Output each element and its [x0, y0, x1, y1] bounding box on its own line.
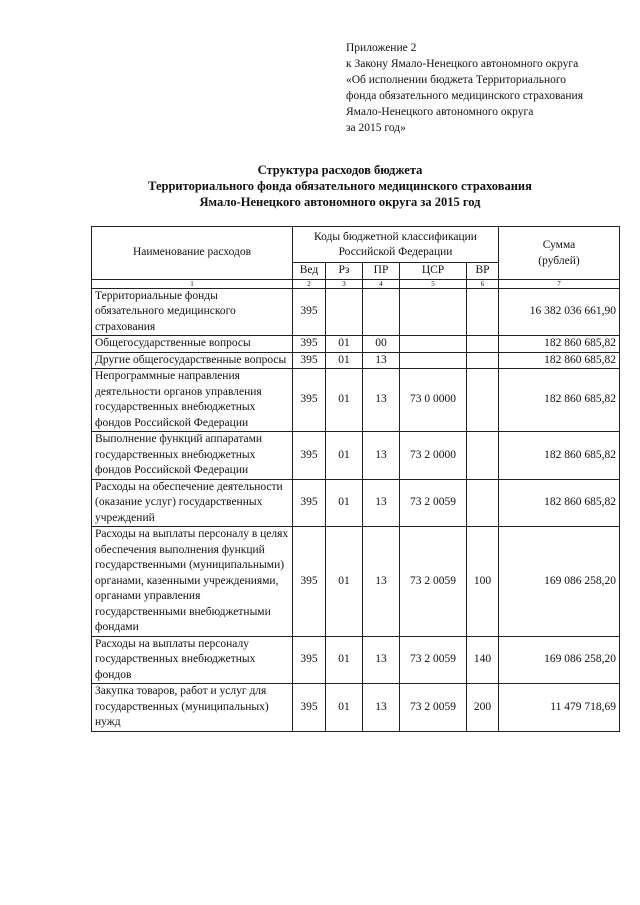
row-rz: 01 [326, 479, 363, 527]
row-sum: 182 860 685,82 [499, 432, 620, 480]
title-line: Территориального фонда обязательного медицинского страхования [148, 179, 532, 193]
row-vr [467, 432, 499, 480]
row-vr [467, 352, 499, 369]
row-csr [400, 288, 467, 336]
row-name: Территориальные фонды обязательного медицинского страхования [92, 288, 293, 336]
row-sum: 11 479 718,69 [499, 684, 620, 732]
row-ved: 395 [293, 527, 326, 637]
row-csr: 73 2 0059 [400, 636, 467, 684]
row-rz: 01 [326, 636, 363, 684]
table-row [92, 684, 620, 732]
table-row [92, 352, 620, 369]
row-csr: 73 2 0059 [400, 479, 467, 527]
table-row [92, 369, 620, 432]
row-sum: 16 382 036 661,90 [499, 288, 620, 336]
title-line: Структура расходов бюджета [257, 163, 423, 177]
column-number: 2 [293, 279, 326, 288]
column-number: 3 [326, 279, 363, 288]
row-name: Другие общегосударственные вопросы [92, 352, 293, 369]
row-csr [400, 352, 467, 369]
row-name: Расходы на обеспечение деятельности (оказание услуг) государственных учреждений [92, 479, 293, 527]
header-rz: Рз [326, 263, 363, 280]
table-row [92, 479, 620, 527]
row-sum: 182 860 685,82 [499, 352, 620, 369]
row-rz [326, 288, 363, 336]
row-vr [467, 288, 499, 336]
row-ved: 395 [293, 636, 326, 684]
appendix-note [346, 40, 636, 136]
row-rz: 01 [326, 336, 363, 353]
row-ved: 395 [293, 369, 326, 432]
row-sum: 182 860 685,82 [499, 479, 620, 527]
row-pr: 13 [363, 369, 400, 432]
row-vr: 100 [467, 527, 499, 637]
row-vr: 200 [467, 684, 499, 732]
header-name: Наименование расходов [92, 227, 293, 280]
table-row [92, 527, 620, 637]
column-number: 1 [92, 279, 293, 288]
row-name: Расходы на выплаты персоналу в целях обеспечения выполнения функций государственными (муниципальными) органами, казенными учреждениями, органами управления государственными внебюджетными фондами [92, 527, 293, 637]
row-name: Выполнение функций аппаратами государственных внебюджетных фондов Российской Федерации [92, 432, 293, 480]
column-number: 6 [467, 279, 499, 288]
row-csr: 73 2 0059 [400, 527, 467, 637]
row-rz: 01 [326, 369, 363, 432]
row-name: Непрограммные направления деятельности органов управления государственных внебюджетных фондов Российской Федерации [92, 369, 293, 432]
table-row [92, 336, 620, 353]
budget-table [91, 226, 620, 732]
table-row [92, 288, 620, 336]
row-sum: 169 086 258,20 [499, 636, 620, 684]
table-row [92, 432, 620, 480]
header-codes-line1: Коды бюджетной классификации [314, 230, 477, 243]
header-pr: ПР [363, 263, 400, 280]
title-line: Ямало-Ненецкого автономного округа за 2015 год [199, 195, 481, 209]
row-pr: 13 [363, 352, 400, 369]
row-rz: 01 [326, 684, 363, 732]
header-ved: Вед [293, 263, 326, 280]
document-title [40, 162, 640, 210]
header-codes-line2: Российской Федерации [338, 245, 453, 258]
row-ved: 395 [293, 684, 326, 732]
row-csr [400, 336, 467, 353]
row-name: Общегосударственные вопросы [92, 336, 293, 353]
row-ved: 395 [293, 288, 326, 336]
column-numbers-row [92, 279, 620, 288]
row-sum: 182 860 685,82 [499, 369, 620, 432]
row-rz: 01 [326, 352, 363, 369]
row-pr: 13 [363, 636, 400, 684]
row-vr [467, 336, 499, 353]
row-vr [467, 369, 499, 432]
appendix-line: к Закону Ямало-Ненецкого автономного округа [346, 58, 579, 70]
row-pr: 13 [363, 527, 400, 637]
row-pr: 13 [363, 684, 400, 732]
row-csr: 73 2 0000 [400, 432, 467, 480]
column-number: 4 [363, 279, 400, 288]
column-number: 7 [499, 279, 620, 288]
row-name: Закупка товаров, работ и услуг для государственных (муниципальных) нужд [92, 684, 293, 732]
row-pr: 13 [363, 479, 400, 527]
row-csr: 73 0 0000 [400, 369, 467, 432]
row-vr: 140 [467, 636, 499, 684]
appendix-line: Приложение 2 [346, 42, 417, 54]
row-name: Расходы на выплаты персоналу государственных внебюджетных фондов [92, 636, 293, 684]
header-sum-line2: (рублей) [538, 254, 580, 267]
row-rz: 01 [326, 527, 363, 637]
header-sum [499, 227, 620, 280]
header-csr: ЦСР [400, 263, 467, 280]
appendix-line: «Об исполнении бюджета Территориального [346, 74, 567, 86]
row-sum: 169 086 258,20 [499, 527, 620, 637]
row-rz: 01 [326, 432, 363, 480]
column-number: 5 [400, 279, 467, 288]
row-ved: 395 [293, 352, 326, 369]
row-csr: 73 2 0059 [400, 684, 467, 732]
table-row [92, 636, 620, 684]
row-pr: 00 [363, 336, 400, 353]
row-vr [467, 479, 499, 527]
row-pr [363, 288, 400, 336]
header-codes [293, 227, 499, 263]
appendix-line: фонда обязательного медицинского страхования [346, 90, 583, 102]
row-sum: 182 860 685,82 [499, 336, 620, 353]
row-ved: 395 [293, 336, 326, 353]
row-ved: 395 [293, 479, 326, 527]
appendix-line: за 2015 год» [346, 122, 406, 134]
header-sum-line1: Сумма [542, 238, 576, 251]
header-vr: ВР [467, 263, 499, 280]
row-ved: 395 [293, 432, 326, 480]
row-pr: 13 [363, 432, 400, 480]
appendix-line: Ямало-Ненецкого автономного округа [346, 106, 534, 118]
